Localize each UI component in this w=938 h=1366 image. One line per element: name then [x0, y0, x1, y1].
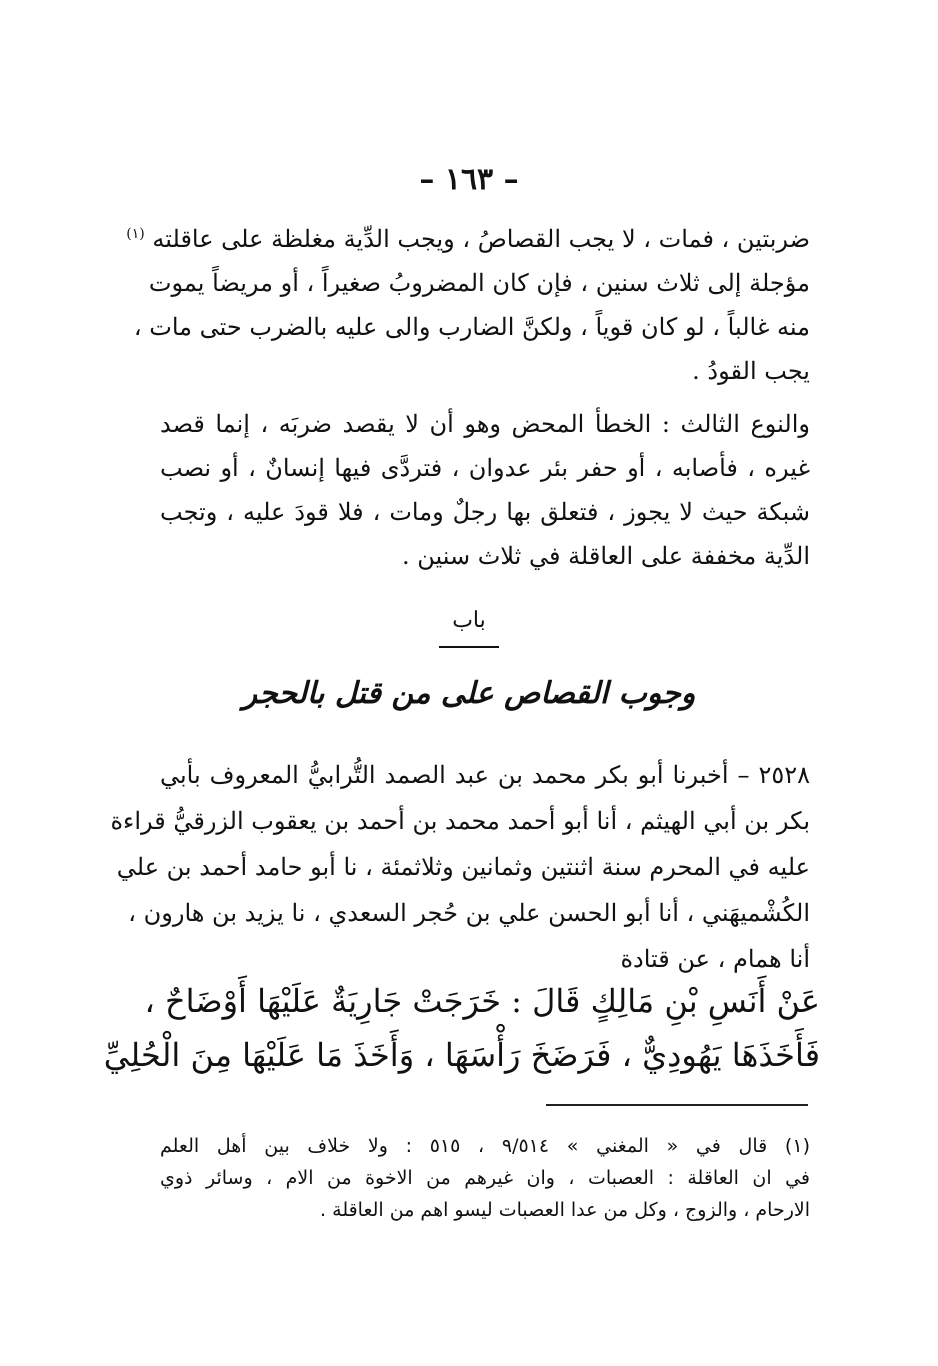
footnote-marker: (١) — [126, 226, 145, 242]
paragraph-1 — [126, 212, 810, 393]
section-heading: وجوب القصاص على من قتل بالحجر — [242, 676, 696, 711]
footnote-line: في ان العاقلة : العصبات ، وان غيرهم من الاخوة من الام ، وسائر ذوي — [160, 1167, 810, 1189]
footnote-divider — [546, 1104, 808, 1106]
chapter-marker-text: باب — [452, 608, 486, 633]
hadith-text — [103, 974, 820, 1082]
footnote-line: الارحام ، والزوج ، وكل من عدا العصبات ليسو اهم من العاقلة . — [320, 1199, 810, 1221]
paragraph-line: ٢٥٢٨ – أخبرنا أبو بكر محمد بن عبد الصمد التُّرابيُّ المعروف بأبي — [160, 761, 810, 789]
line-text: ضربتين ، فمات ، لا يجب القصاصُ ، ويجب الدِّية مغلظة على عاقلته — [152, 225, 810, 253]
hadith-line: عَنْ أَنَسِ بْنِ مَالِكٍ قَالَ : خَرَجَتْ جَارِيَةٌ عَلَيْهَا أَوْضَاحٌ ، — [144, 982, 820, 1020]
paragraph-line: والنوع الثالث : الخطأ المحض وهو أن لا يقصد ضربَه ، إنما قصد — [160, 410, 810, 438]
paragraph-line: غيره ، فأصابه ، أو حفر بئر عدوان ، فتردَّى فيها إنسانٌ ، أو نصب — [160, 454, 810, 482]
paragraph-line: شبكة حيث لا يجوز ، فتعلق بها رجلٌ ومات ، فلا قودَ عليه ، وتجب — [160, 498, 810, 526]
paragraph-line: الدِّية مخففة على العاقلة في ثلاث سنين . — [401, 542, 810, 570]
paragraph-line: أنا همام ، عن قتادة — [620, 945, 810, 973]
footnote-line: (١) قال في « المغني » ٩/٥١٤ ، ٥١٥ : ولا خلاف بين أهل العلم — [160, 1135, 810, 1157]
chapter-marker — [0, 608, 938, 658]
paragraph-line — [126, 212, 810, 261]
footnote — [160, 1130, 810, 1226]
paragraph-line: عليه في المحرم سنة اثنتين وثمانين وثلاثمئة ، نا أبو حامد أحمد بن علي — [116, 853, 810, 881]
page-number: – ١٦٣ – — [419, 162, 519, 197]
paragraph-line: يجب القودُ . — [692, 357, 810, 385]
hadith-line: فَأَخَذَهَا يَهُودِيٌّ ، فَرَضَخَ رَأْسَهَا ، وَأَخَذَ مَا عَلَيْهَا مِنَ الْحُلِيِّ — [103, 1036, 820, 1074]
paragraph-3 — [110, 752, 810, 982]
paragraph-line: منه غالباً ، لو كان قوياً ، ولكنَّ الضارب والى عليه بالضرب حتى مات ، — [133, 313, 810, 341]
paragraph-line: بكر بن أبي الهيثم ، أنا أبو أحمد محمد بن أحمد بن يعقوب الزرقيُّ قراءة — [110, 807, 810, 835]
paragraph-line: الكُشْميهَني ، أنا أبو الحسن علي بن حُجر السعدي ، نا يزيد بن هارون ، — [128, 899, 810, 927]
paragraph-line: مؤجلة إلى ثلاث سنين ، فإن كان المضروبُ صغيراً ، أو مريضاً يموت — [148, 269, 810, 297]
paragraph-2 — [160, 402, 810, 578]
chapter-marker-underline — [439, 646, 499, 648]
